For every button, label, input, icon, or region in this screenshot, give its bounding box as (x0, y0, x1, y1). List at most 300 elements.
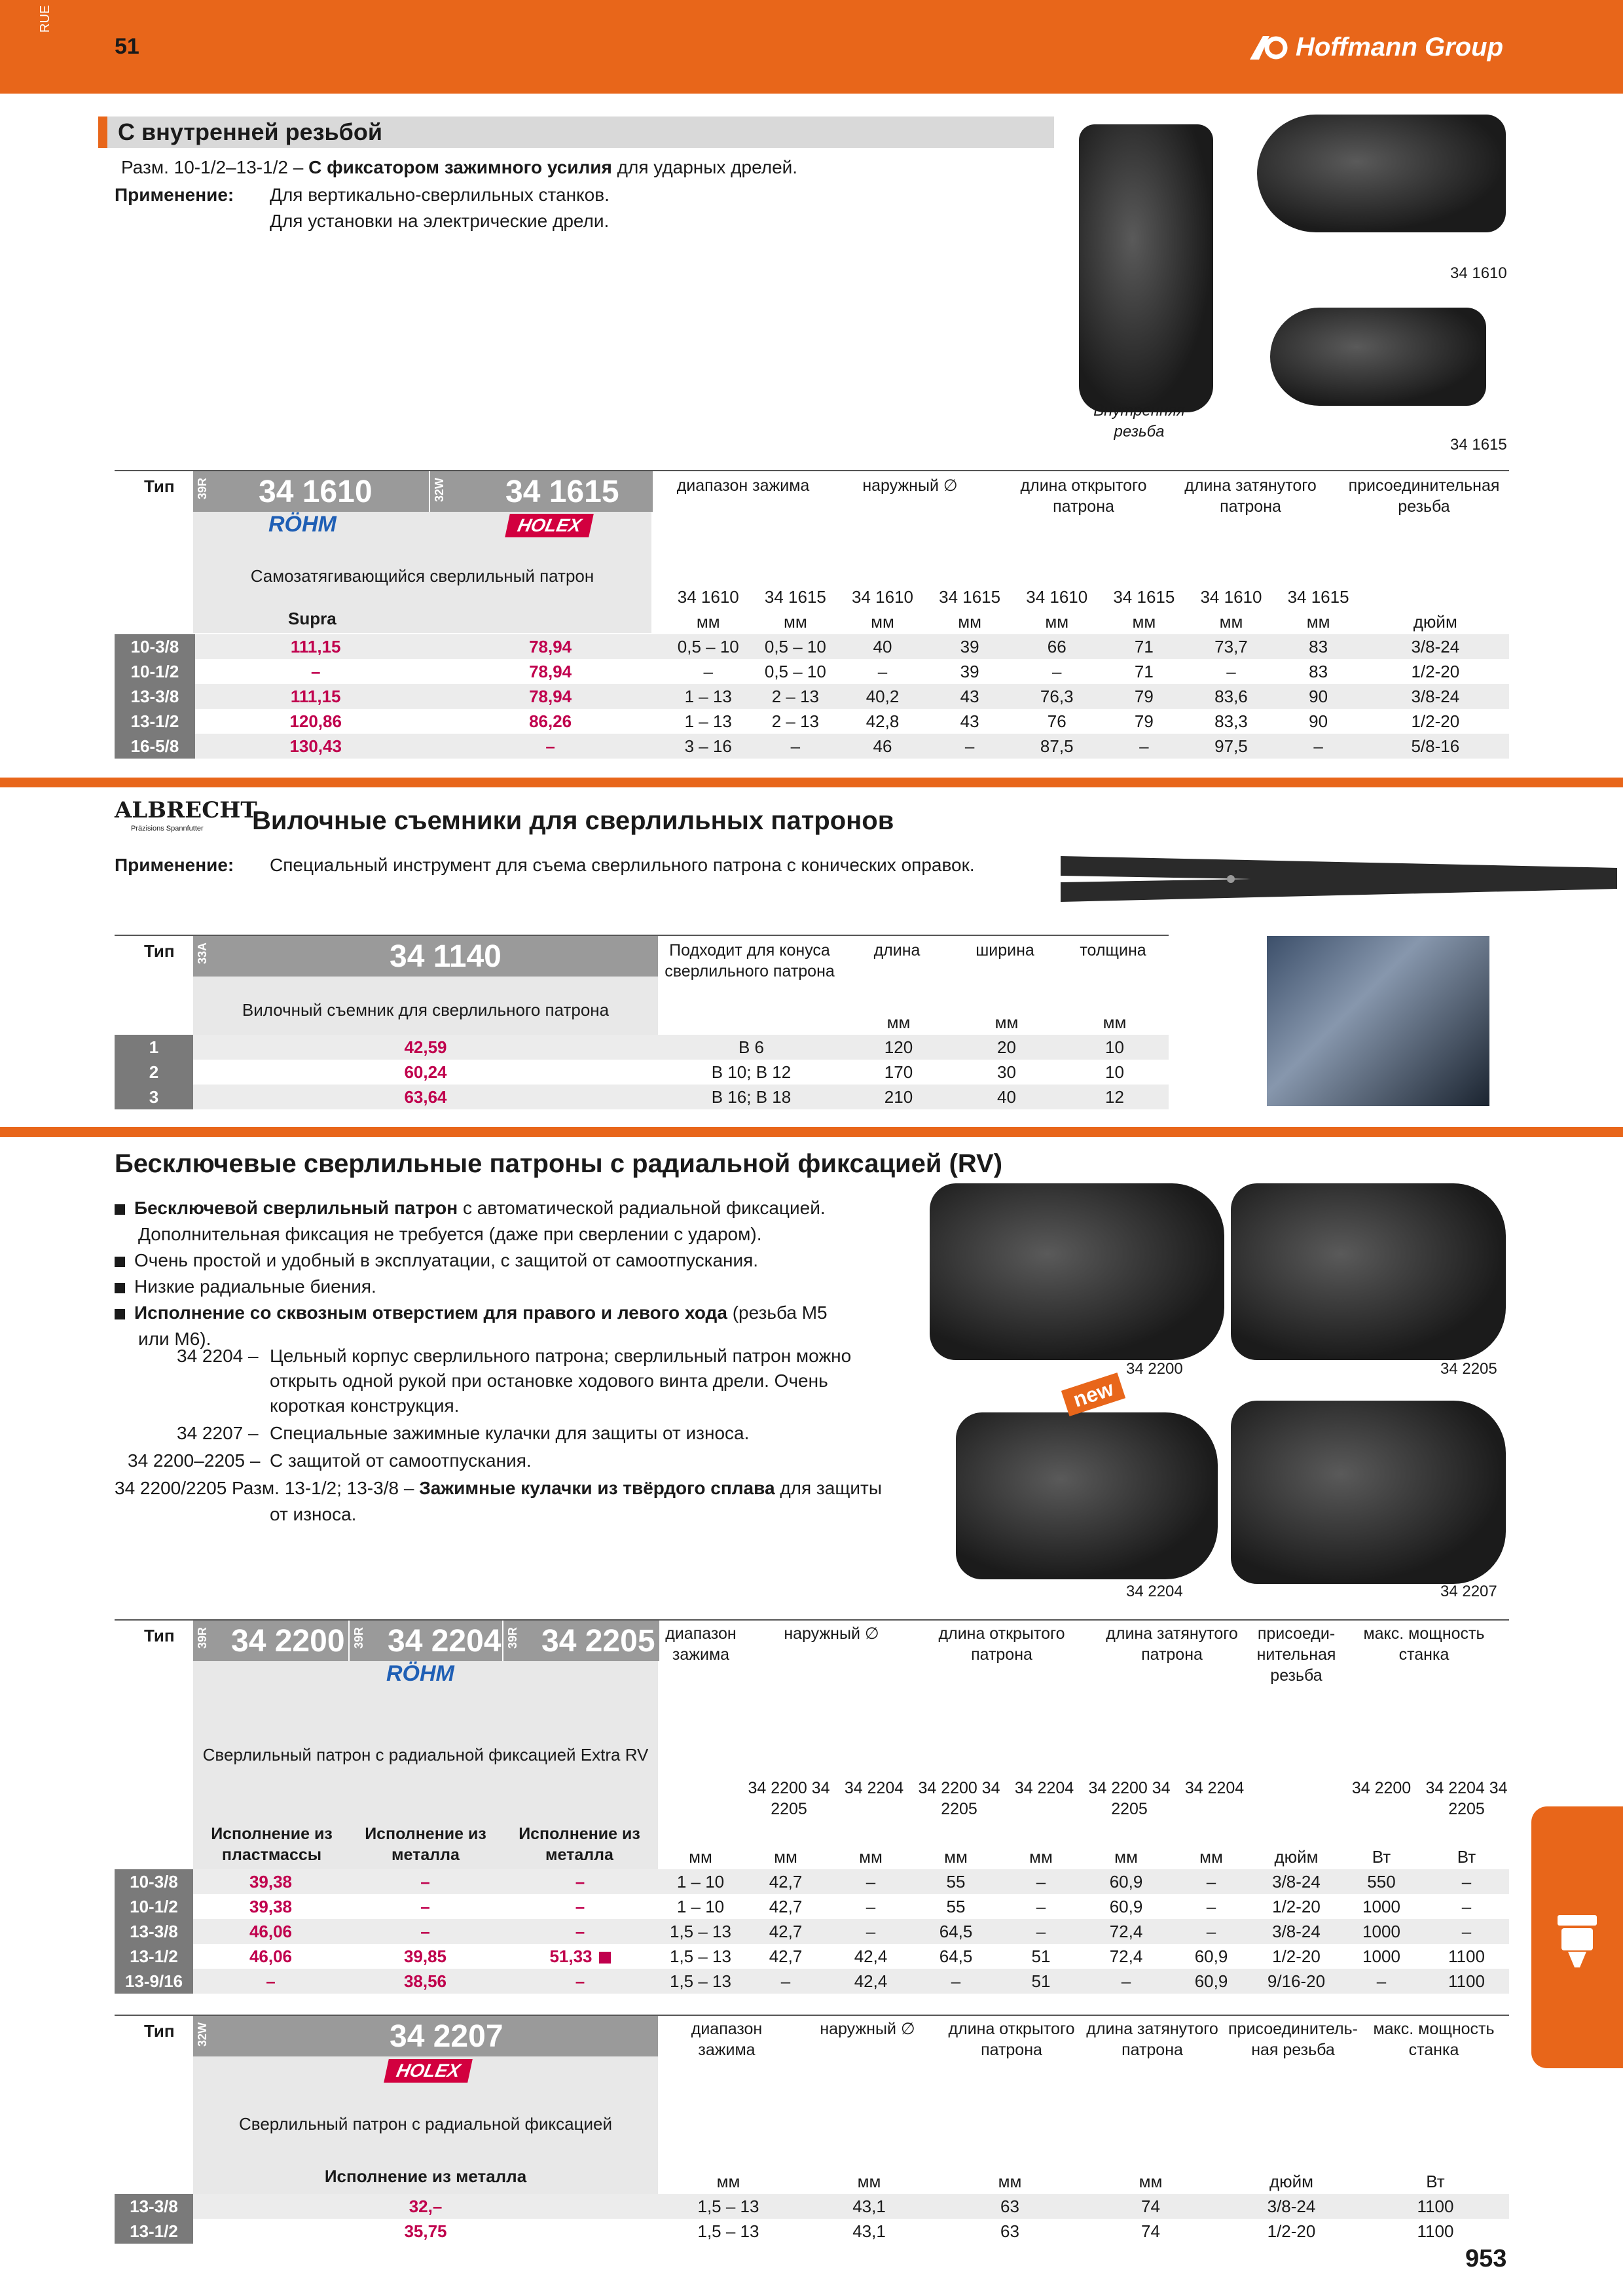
chuck-photo-342207 (1231, 1401, 1506, 1584)
t4-unit: дюйм (1269, 2171, 1314, 2191)
value-cell: 1100 (1448, 1946, 1485, 1966)
page-number: 953 (1465, 2245, 1507, 2272)
value-cell: – (828, 1869, 913, 1894)
s3-bullets (115, 1195, 920, 1352)
value-cell: 1100 (1417, 2221, 1454, 2241)
t4-unit: Вт (1426, 2171, 1445, 2191)
table-row (115, 1919, 1509, 1944)
b1-bold: Бесключевой сверлильный патрон (134, 1198, 458, 1218)
price-cell: 32,– (193, 2194, 658, 2219)
value-cell: 40,2 (839, 684, 926, 709)
value-cell: 0,5 – 10 (764, 661, 826, 681)
value-cell: 120 (845, 1035, 953, 1060)
price-cell: 39,38 (249, 1896, 293, 1916)
value-cell: 1/2-20 (1267, 2221, 1316, 2241)
value-cell: 46 (839, 734, 926, 759)
type-cell: 1 (115, 1035, 193, 1060)
price-cell: 78,94 (437, 634, 665, 659)
t4-desc: Сверлильный патрон с радиальной фиксацией (239, 2114, 612, 2134)
value-cell: 55 (946, 1896, 966, 1916)
value-cell: B 10; B 12 (711, 1062, 792, 1082)
holex-logo-t4: HOLEX (384, 2059, 473, 2083)
t1-desc: Самозатягивающийся сверлильный патрон (250, 566, 594, 586)
value-cell: B 6 (658, 1035, 845, 1060)
value-cell: 12 (1061, 1085, 1169, 1109)
t3-tag-3: 39R (506, 1627, 519, 1649)
side-tab[interactable] (1531, 1806, 1623, 2068)
caption-342200: 34 2200 (1126, 1360, 1183, 1378)
value-cell: 1 – 10 (676, 1896, 725, 1916)
value-cell: 0,5 – 10 (665, 634, 752, 659)
value-cell: 87,5 (1013, 734, 1101, 759)
value-cell: 1000 (1362, 1896, 1400, 1916)
type-cell: 10-3/8 (115, 1869, 193, 1894)
value-cell: 83 (1275, 634, 1362, 659)
value-cell: 51 (998, 1969, 1084, 1994)
t1-subcode: 34 1615 (1287, 586, 1349, 607)
value-cell: – (743, 1969, 828, 1994)
t4-col-open: длина открытого патрона (948, 2020, 1075, 2059)
s2-app: Специальный инструмент для съема сверлильного патрона с конических оправок. (270, 855, 975, 875)
t1-unit: мм (1132, 611, 1156, 632)
value-cell: – (1051, 661, 1062, 681)
caption-341615: 34 1615 (1450, 436, 1507, 454)
t1-subcode-row (115, 584, 1509, 609)
table-row (115, 684, 1509, 709)
t2-col-taper: Подходит для конуса сверлильного патрона (665, 941, 835, 980)
value-cell: 1/2-20 (1272, 1946, 1321, 1966)
b1-rest: с автоматической радиальной фиксацией. (462, 1198, 826, 1218)
t3-subcode: 34 2204 34 2205 (1425, 1779, 1508, 1818)
note3-text: С защитой от самоотпускания. (270, 1450, 532, 1471)
value-cell: 3/8-24 (1254, 1869, 1339, 1894)
note2-code: 34 2207 – (177, 1423, 259, 1443)
note1-code: 34 2204 – (177, 1346, 259, 1366)
price-cell: – (420, 1896, 430, 1916)
holex-logo-wrap (507, 514, 591, 537)
note1-l3: короткая конструкция. (270, 1395, 460, 1416)
value-cell: 42,7 (743, 1869, 828, 1894)
value-cell: – (926, 734, 1013, 759)
value-cell: 3/8-24 (1362, 684, 1509, 709)
t1-tag-1: 39R (196, 478, 209, 500)
b4-line2: или M6). (138, 1329, 211, 1349)
price-cell: 38,56 (348, 1969, 502, 1994)
t2-col-thickness: толщина (1080, 941, 1146, 960)
bullet-2 (115, 1247, 920, 1274)
value-cell: – (1036, 1896, 1046, 1916)
value-cell: 79 (1134, 711, 1154, 731)
t3-code-box-3 (502, 1621, 659, 1661)
t1-unit: мм (696, 611, 720, 632)
value-cell: B 16; B 18 (658, 1085, 845, 1109)
value-cell: 1 – 13 (684, 711, 732, 731)
t1-col-clamp: диапазон зажима (676, 476, 810, 495)
s1-app-label: Применение: (115, 185, 234, 205)
separator-1 (0, 778, 1623, 787)
t3-unit: мм (859, 1846, 883, 1867)
t2-type-label: Тип (144, 941, 175, 961)
value-cell: 51 (1031, 1946, 1051, 1966)
value-cell: 550 (1339, 1869, 1424, 1894)
note4-post: для защиты (780, 1478, 882, 1498)
t4-unit-row (115, 2169, 1509, 2194)
t3-unit: мм (689, 1846, 712, 1867)
table-342200-342205 (115, 1844, 1509, 1994)
value-cell: 74 (1080, 2194, 1221, 2219)
t3-unit-row (115, 1844, 1509, 1869)
t1-subcode: 34 1615 (939, 586, 1001, 607)
price-cell: 86,26 (529, 711, 572, 731)
t4-col-closed: длина затянутого патрона (1086, 2020, 1218, 2059)
value-cell: 42,7 (769, 1896, 803, 1916)
value-cell: – (1275, 734, 1362, 759)
rohm-logo: RÖHM (268, 512, 337, 537)
type-cell: 13-1/2 (115, 2219, 193, 2244)
value-cell: 43 (926, 684, 1013, 709)
t3-subcode: 34 2204 (1184, 1779, 1245, 1797)
type-cell: 13-1/2 (115, 709, 195, 734)
t4-col-outer: наружный ∅ (820, 2020, 915, 2038)
note4-pre: 34 2200/2205 Разм. 13-1/2; 13-3/8 – (115, 1478, 414, 1498)
t3-unit: мм (1199, 1846, 1223, 1867)
caption-342207: 34 2207 (1440, 1583, 1497, 1600)
value-cell: 1000 (1362, 1946, 1400, 1966)
value-cell: – (1084, 1969, 1169, 1994)
chuck-photo-342200 (930, 1183, 1224, 1360)
value-cell: – (1339, 1969, 1424, 1994)
rohm-logo-t3: RÖHM (386, 1661, 454, 1686)
value-cell: 1,5 – 13 (658, 1969, 743, 1994)
value-cell: – (1169, 1869, 1254, 1894)
price-cell: – (348, 1869, 502, 1894)
t1-code-341615: 34 1615 (505, 475, 619, 509)
type-cell: 10-3/8 (115, 634, 195, 659)
value-cell: – (703, 661, 713, 681)
value-cell: 43,1 (799, 2194, 939, 2219)
chuck-photo-internal-thread (1079, 124, 1213, 412)
price-cell: 63,64 (193, 1085, 658, 1109)
table-row (115, 634, 1509, 659)
t1-unit: мм (1219, 611, 1243, 632)
value-cell: 170 (884, 1062, 913, 1082)
t1-subcode: 34 1615 (1113, 586, 1175, 607)
value-cell: 20 (953, 1035, 1061, 1060)
value-cell: 3/8-24 (1362, 634, 1509, 659)
value-cell: 83 (1309, 661, 1328, 681)
value-cell: – (998, 1919, 1084, 1944)
t3-subcode: 34 2200 34 2205 (1088, 1779, 1171, 1818)
t3-code-box-2 (348, 1621, 503, 1661)
value-cell: – (913, 1969, 998, 1994)
t2-unit (658, 1010, 845, 1035)
value-cell: 1,5 – 13 (658, 1919, 743, 1944)
value-cell: – (1461, 1896, 1472, 1916)
chuck-photo-342204 (956, 1412, 1218, 1579)
b4-bold: Исполнение со сквозным отверстием для правого и левого хода (134, 1302, 727, 1323)
t3-col-closed: длина затянутого патрона (1106, 1624, 1238, 1664)
t4-code-342207: 34 2207 (390, 2019, 503, 2054)
s1-line1 (121, 154, 797, 181)
value-cell: 66 (1013, 634, 1101, 659)
table-341610-341615 (115, 584, 1509, 759)
caption-internal-thread: Внутренняя резьба (1093, 402, 1185, 440)
t4-col-thread: присоединитель-ная резьба (1228, 2020, 1358, 2059)
value-cell: 64,5 (913, 1919, 998, 1944)
t2-unit: мм (886, 1012, 911, 1032)
value-cell: 39 (926, 634, 1013, 659)
value-cell: 30 (997, 1062, 1016, 1082)
price-cell: 42,59 (193, 1035, 658, 1060)
note1-l1: Цельный корпус сверлильного патрона; сверлильный патрон можно (270, 1346, 852, 1366)
t3-unit: дюйм (1274, 1846, 1319, 1867)
value-cell: 210 (845, 1085, 953, 1109)
t4-unit: мм (1139, 2171, 1163, 2191)
table-row (115, 709, 1509, 734)
value-cell: 76 (1047, 711, 1067, 731)
t3-code-342204: 34 2204 (388, 1624, 501, 1659)
value-cell: 0,5 – 10 (752, 634, 839, 659)
t1-unit: дюйм (1413, 611, 1457, 632)
t3-col-clamp: диапазон зажима (665, 1624, 737, 1664)
t3-code-342205: 34 2205 (541, 1624, 655, 1659)
value-cell: 1100 (1424, 1969, 1509, 1994)
value-cell: – (1424, 1869, 1509, 1894)
table-342207 (115, 2169, 1509, 2244)
value-cell: 2 – 13 (771, 711, 820, 731)
b4-rest: (резьба M5 (732, 1302, 828, 1323)
value-cell: – (1206, 1896, 1216, 1916)
t2-unit: мм (1103, 1012, 1127, 1032)
t1-unit: мм (958, 611, 981, 632)
value-cell: 3 – 16 (665, 734, 752, 759)
t2-col-length: длина (873, 941, 921, 960)
value-cell: – (877, 661, 888, 681)
table-row (115, 1035, 1169, 1060)
t2-desc: Вилочный съемник для сверлильного патрона (242, 1000, 610, 1020)
value-cell: 72,4 (1084, 1919, 1169, 1944)
t1-sub: Supra (288, 609, 337, 628)
t1-col-closed: длина затянутого патрона (1184, 476, 1317, 516)
t1-subcode: 34 1610 (677, 586, 739, 607)
t3-subcode: 34 2204 (1014, 1779, 1074, 1797)
t4-col-power: макс. мощность станка (1373, 2020, 1495, 2059)
value-cell: 1100 (1362, 2194, 1509, 2219)
price-cell: – (502, 1869, 658, 1894)
t3-version-3: Исполнение из металла (519, 1825, 640, 1864)
price-cell: – (502, 1969, 658, 1994)
new-badge: new (1061, 1372, 1125, 1416)
value-cell: – (1226, 661, 1236, 681)
t3-subcode: 34 2204 (844, 1779, 904, 1797)
brand-name: Hoffmann Group (1296, 33, 1504, 62)
value-cell: 73,7 (1187, 634, 1275, 659)
t2-code-341140: 34 1140 (390, 939, 501, 974)
value-cell: 40 (839, 634, 926, 659)
value-cell: 1000 (1339, 1919, 1424, 1944)
s1-line1-bold: С фиксатором зажимного усилия (308, 157, 612, 177)
value-cell: 42,4 (828, 1969, 913, 1994)
value-cell: 83,3 (1214, 711, 1248, 731)
value-cell: 42,4 (854, 1946, 888, 1966)
t1-col-thread: присоединительная резьба (1348, 476, 1500, 516)
t4-version: Исполнение из металла (324, 2166, 527, 2186)
t3-unit: Вт (1457, 1846, 1476, 1867)
table-row (115, 1944, 1509, 1969)
bullet-3 (115, 1274, 920, 1300)
table-341140 (115, 1010, 1169, 1109)
t1-unit: мм (1045, 611, 1069, 632)
price-cell: 35,75 (404, 2221, 447, 2241)
value-cell: – (752, 734, 839, 759)
value-cell: 63 (1000, 2221, 1019, 2241)
value-cell: 1,5 – 13 (697, 2221, 759, 2241)
t1-unit-row (115, 609, 1509, 634)
value-cell: 39 (960, 661, 979, 681)
value-cell: 1/2-20 (1411, 711, 1460, 731)
t3-unit: мм (944, 1846, 968, 1867)
t1-subcode: 34 1610 (1026, 586, 1088, 607)
price-cell: – (575, 1896, 585, 1916)
value-cell: 1 – 10 (658, 1869, 743, 1894)
t4-unit: мм (716, 2171, 740, 2191)
value-cell: – (1101, 734, 1187, 759)
note4 (115, 1475, 882, 1501)
value-cell: 60,9 (1194, 1946, 1228, 1966)
caption-341610: 34 1610 (1450, 264, 1507, 282)
t3-subcode: 34 2200 34 2205 (748, 1779, 830, 1818)
chuck-photo-342205 (1231, 1183, 1506, 1360)
t1-subcode: 34 1610 (1200, 586, 1262, 607)
t3-code-box-1 (193, 1621, 348, 1661)
value-cell: 79 (1101, 684, 1187, 709)
t3-col-thread: присоеди-нительная резьба (1256, 1624, 1336, 1685)
value-cell: 90 (1275, 684, 1362, 709)
value-cell: 74 (1141, 2221, 1160, 2241)
value-cell: 1,5 – 13 (658, 2194, 799, 2219)
value-cell: 2 – 13 (752, 684, 839, 709)
s1-line1-post: для ударных дрелей. (617, 157, 798, 177)
value-cell: 71 (1134, 661, 1154, 681)
price-cell: 60,24 (404, 1062, 447, 1082)
price-cell: – (437, 734, 665, 759)
t4-type-label: Тип (144, 2021, 175, 2041)
t2-tag: 33A (196, 942, 209, 965)
t2-unit: мм (994, 1012, 1019, 1032)
t3-unit: мм (1114, 1846, 1138, 1867)
t1-col-outer: наружный ∅ (862, 476, 958, 495)
table-row (115, 1894, 1509, 1919)
b2-text: Очень простой и удобный в эксплуатации, с защитой от самоотпускания. (134, 1250, 759, 1270)
t4-unit: мм (998, 2171, 1022, 2191)
chuck-photo-341615 (1270, 308, 1486, 406)
price-cell: 111,15 (195, 684, 437, 709)
t3-tag-1: 39R (196, 1627, 209, 1649)
value-cell: – (998, 1869, 1084, 1894)
note2-text: Специальные зажимные кулачки для защиты от износа. (270, 1423, 750, 1443)
note3-code: 34 2200–2205 – (128, 1450, 261, 1471)
t2-code-box (193, 936, 658, 977)
price-cell: – (310, 661, 321, 681)
type-cell: 13-3/8 (115, 684, 195, 709)
t3-col-power: макс. мощность станка (1363, 1624, 1485, 1664)
t3-unit: мм (1029, 1846, 1053, 1867)
price-cell: 120,86 (289, 711, 342, 731)
value-cell: 83,6 (1187, 684, 1275, 709)
value-cell: 42,7 (743, 1919, 828, 1944)
value-cell: 1/2-20 (1272, 1896, 1321, 1916)
type-cell: 16-5/8 (115, 734, 195, 759)
value-cell: – (1169, 1919, 1254, 1944)
type-cell: 2 (115, 1060, 193, 1085)
value-cell: 40 (953, 1085, 1061, 1109)
t4-col-clamp: диапазон зажима (691, 2020, 763, 2059)
caption-342205: 34 2205 (1440, 1360, 1497, 1378)
t1-unit: мм (871, 611, 894, 632)
brand-logo (1247, 33, 1503, 62)
s1-line1-pre: Разм. 10-1/2–13-1/2 – (121, 157, 304, 177)
t1-code-box-2 (429, 471, 653, 512)
section-number: 51 (115, 34, 139, 59)
holex-logo: HOLEX (505, 514, 594, 537)
table-row (115, 2219, 1509, 2244)
t3-subcode: 34 2200 (1351, 1779, 1412, 1797)
value-cell: – (828, 1919, 913, 1944)
value-cell: 97,5 (1187, 734, 1275, 759)
value-cell: 76,3 (1013, 684, 1101, 709)
t2-col-width: ширина (976, 941, 1034, 960)
table-row (115, 1869, 1509, 1894)
value-cell: – (1424, 1919, 1509, 1944)
value-cell: 60,9 (1084, 1869, 1169, 1894)
t3-tag-2: 39R (352, 1627, 365, 1649)
value-cell: 72,4 (1109, 1946, 1143, 1966)
value-cell: – (866, 1896, 876, 1916)
value-cell: 1,5 – 13 (670, 1946, 731, 1966)
t3-unit: Вт (1372, 1846, 1391, 1867)
t1-col-open: длина открытого патрона (1020, 476, 1147, 516)
t1-tag-2: 32W (433, 478, 446, 503)
value-cell: 64,5 (939, 1946, 973, 1966)
s2-app-label: Применение: (115, 855, 234, 875)
value-cell: 42,8 (866, 711, 900, 731)
bullet-1 (115, 1195, 920, 1221)
albrecht-logo-sub: Präzisions Spannfutter (131, 825, 204, 833)
note1-l2: открыть одной рукой при остановке ходового винта дрели. Очень (270, 1371, 828, 1391)
caption-342204: 34 2204 (1126, 1583, 1183, 1600)
fork-extractor-usage-photo (1267, 936, 1489, 1106)
t2-unit-row (115, 1010, 1169, 1035)
carbide-marker-icon (599, 1952, 611, 1964)
value-cell: 42,7 (769, 1946, 803, 1966)
price-cell: 130,43 (195, 734, 437, 759)
price-cell: 46,06 (193, 1919, 348, 1944)
t4-code-box (193, 2016, 658, 2056)
t3-version-1: Исполнение из пластмассы (211, 1825, 333, 1864)
language-code: RUE (38, 5, 52, 33)
t3-desc: Сверлильный патрон с радиальной фиксацией Extra RV (202, 1745, 649, 1765)
type-cell: 10-1/2 (115, 659, 195, 684)
t1-type-label: Тип (144, 476, 175, 496)
type-cell: 13-3/8 (115, 2194, 193, 2219)
t1-subcode: 34 1615 (764, 586, 826, 607)
b1-line2: Дополнительная фиксация не требуется (даже при сверлении с ударом). (138, 1224, 762, 1244)
value-cell: 5/8-16 (1362, 734, 1509, 759)
value-cell: 90 (1309, 711, 1328, 731)
s1-app-line1: Для вертикально-сверлильных станков. (270, 185, 610, 205)
fork-extractor-image (1054, 850, 1623, 908)
t3-col-outer: наружный ∅ (784, 1624, 879, 1643)
